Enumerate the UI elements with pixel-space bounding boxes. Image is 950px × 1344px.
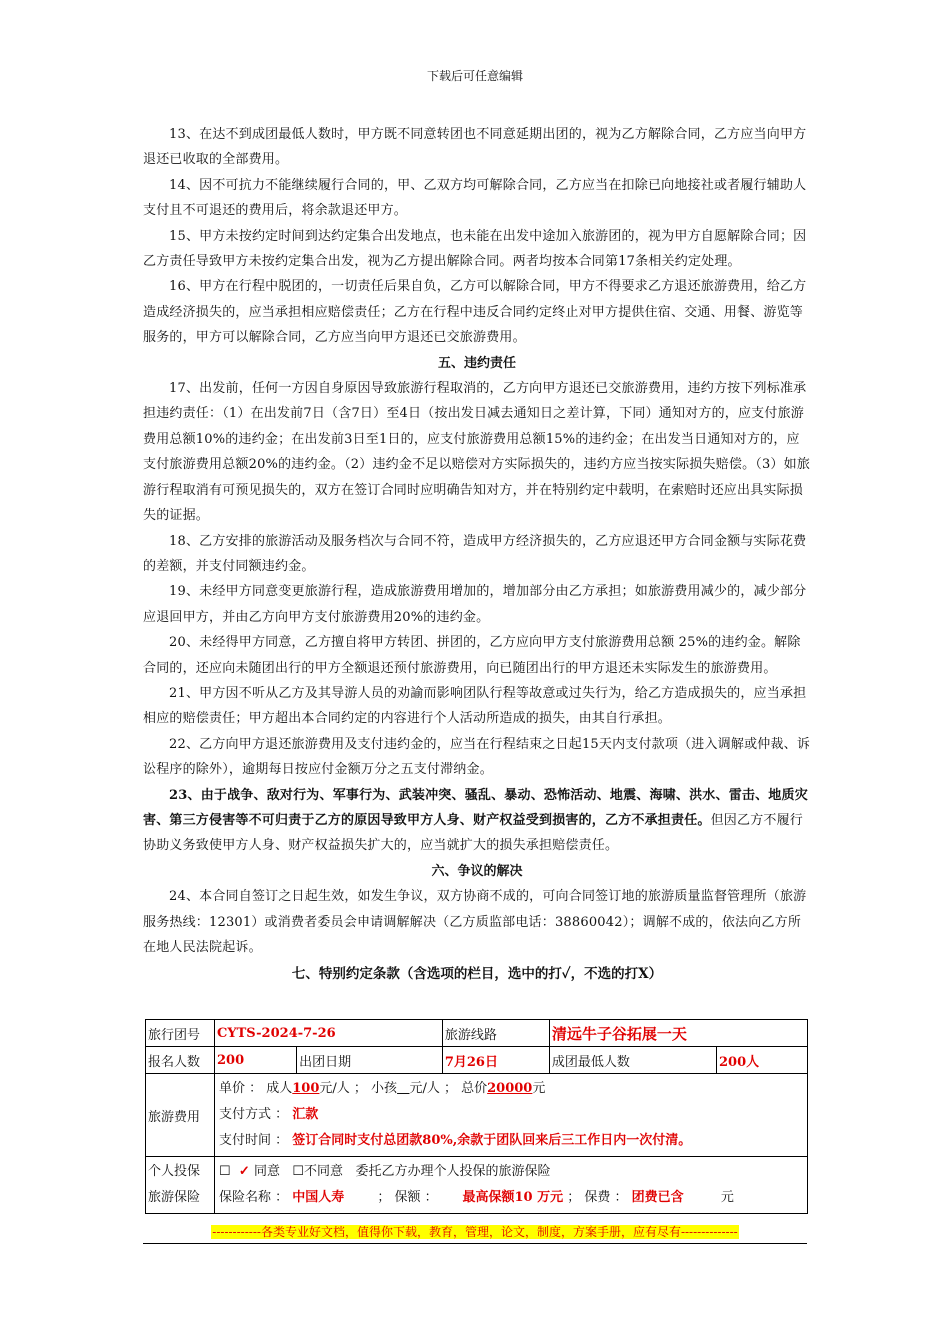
fee-details [215, 1074, 808, 1157]
clause-13: 13、在达不到成团最低人数时，甲方既不同意转团也不同意延期出团的，视为乙方解除合同，乙方应当向甲方退还已收取的全部费用。 [143, 127, 807, 168]
section-5-title: 五、违约责任 [437, 355, 516, 371]
total-price[interactable]: 20000 [487, 1081, 533, 1096]
clause-20: 20、未经得甲方同意，乙方擅自将甲方转团、拼团的，乙方应向甲方支付旅游费用总额 25%的违约金。解除合同的，还应向未随团出行的甲方全额退还预付旅游费用，向已随团出行的甲方退还未实际发生的旅游费用。 [143, 635, 801, 676]
table-row [146, 1020, 808, 1047]
special-terms-table [145, 1019, 808, 1214]
clause-23-rest: 但因乙方不履行协助义务致使甲方人身、财产权益损失扩大的，应当就扩大的损失承担赔偿责任。 [143, 812, 804, 854]
clause-23 [143, 783, 811, 859]
page-header: 下载后可任意编辑 [426, 69, 523, 83]
insurance-label: 个人投保 旅游保险 [146, 1157, 215, 1214]
tour-no-value[interactable]: CYTS-2024-7-26 [215, 1020, 443, 1047]
clause-24: 24、本合同自签订之日起生效，如发生争议，双方协商不成的，可向合同签订地的旅游质量监督管理所（旅游服务热线：12301）或消费者委员会申请调解解决（乙方质监部电话：38860042）；调解不成的，依法向乙方所在地人民法院起诉。 [143, 889, 807, 955]
clause-17: 17、出发前，任何一方因自身原因导致旅游行程取消的，乙方向甲方退还已交旅游费用，违约方按下列标准承担违约责任：（1）在出发前7日（含7日）至4日（按出发日减去通知日之差计算，下同）通知对方的，应支付旅游费用总额10%的违约金；在出发前3日至1日的，应支付旅游费用总额15%的违约金；在出发当日通知对方的，应支付旅游费用总额20%的违约金。（2）违约金不足以赔偿对方实际损失的，违约方应当按实际损失赔偿。（3）如旅游行程取消有可预见损失的，双方在签订合同时应明确告知对方，并在特别约定中载明，在索赔时还应出具实际损失的证据。 [143, 381, 811, 524]
date-value[interactable]: 7月26日 [442, 1047, 549, 1074]
footer-rule [143, 1243, 807, 1244]
adult-price[interactable]: 100 [292, 1081, 320, 1096]
tour-no-label: 旅行团号 [146, 1020, 215, 1047]
route-label: 旅游线路 [442, 1020, 549, 1047]
route-value[interactable]: 清远牛子谷拓展一天 [549, 1020, 807, 1047]
promo-footer: ------------各类专业好文档，值得你下载，教育，管理，论文，制度，方案手册，应有尽有-------------- [212, 1225, 738, 1239]
insurance-name[interactable]: 中国人寿 [292, 1190, 345, 1205]
disagree-checkbox[interactable]: ☐不同意 [292, 1164, 344, 1179]
section-7-title: 七、特别约定条款（含选项的栏目，选中的打✓，不选的打X） [291, 966, 663, 983]
min-people-label: 成团最低人数 [549, 1047, 716, 1074]
pay-time-value[interactable]: 签订合同时支付总团款80%,余款于团队回来后三工作日内一次付清。 [292, 1133, 692, 1148]
contract-body [143, 122, 811, 988]
child-price[interactable] [397, 1081, 409, 1096]
insurance-info-line: 保险名称 ： 中国人寿 ； 保额 ： 最高保额10 万元 ； 保费 ： 团费已含 元 [219, 1190, 734, 1205]
check-icon: ✓ [238, 1164, 250, 1179]
section-6-title: 六、争议的解决 [431, 863, 523, 879]
clause-14: 14、因不可抗力不能继续履行合同的，甲、乙双方均可解除合同，乙方应当在扣除已向地接社或者履行辅助人支付且不可退还的费用后，将余款退还甲方。 [143, 177, 807, 219]
table-row [146, 1157, 808, 1214]
pay-method-line: 支付方式 ： 汇款 [219, 1107, 319, 1122]
insurance-premium[interactable]: 团费已含 [631, 1190, 684, 1205]
clause-15: 15、甲方未按约定时间到达约定集合出发地点，也未能在出发中途加入旅游团的，视为甲方自愿解除合同；因乙方责任导致甲方未按约定集合出发，视为乙方提出解除合同。两者均按本合同第17条相关约定处理。 [143, 228, 807, 270]
insurance-details [215, 1157, 808, 1214]
insurance-consent-line: ☐ ✓ 同意 ☐不同意 委托乙方办理个人投保的旅游保险 [219, 1164, 551, 1179]
people-value[interactable]: 200 [215, 1047, 297, 1074]
clause-23-bold: 23、由于战争、敌对行为、军事行为、武装冲突、骚乱、暴动、恐怖活动、地震、海啸、洪水、雷击、地质灾害、第三方侵害等不可归责于乙方的原因导致甲方人身、财产权益受到损害的，乙方不承担责任。 [143, 787, 808, 828]
agree-checkbox[interactable]: ☐ [219, 1164, 231, 1179]
clause-16: 16、甲方在行程中脱团的，一切责任后果自负，乙方可以解除合同，甲方不得要求乙方退还旅游费用，给乙方造成经济损失的，应当承担相应赔偿责任；乙方在行程中违反合同约定终止对甲方提供住宿、交通、用餐、游览等服务的，甲方可以解除合同，乙方应当向甲方退还已交旅游费用。 [143, 279, 807, 346]
fee-label: 旅游费用 [146, 1074, 215, 1157]
table-row [146, 1074, 808, 1157]
date-label: 出团日期 [297, 1047, 443, 1074]
min-people-value[interactable]: 200人 [716, 1047, 807, 1074]
insurance-coverage[interactable]: 最高保额10 万元 [462, 1190, 564, 1205]
people-label: 报名人数 [146, 1047, 215, 1074]
price-line: 单价 ： 成人100元/人 ； 小孩 元/人 ； 总价20000元 [219, 1081, 546, 1096]
clause-18: 18、乙方安排的旅游活动及服务档次与合同不符，造成甲方经济损失的，乙方应退还甲方合同金额与实际花费的差额，并支付同额违约金。 [143, 533, 807, 574]
clause-19: 19、未经甲方同意变更旅游行程，造成旅游费用增加的，增加部分由乙方承担；如旅游费用减少的，减少部分应退回甲方，并由乙方向甲方支付旅游费用20%的违约金。 [143, 584, 807, 625]
table-row [146, 1047, 808, 1074]
clause-22: 22、乙方向甲方退还旅游费用及支付违约金的，应当在行程结束之日起15天内支付款项（进入调解或仲裁、诉讼程序的除外），逾期每日按应付金额万分之五支付滞纳金。 [143, 736, 811, 778]
pay-time-line: 支付时间 ： 签订合同时支付总团款80%,余款于团队回来后三工作日内一次付清。 [219, 1133, 692, 1148]
clause-21: 21、甲方因不听从乙方及其导游人员的劝諭而影响团队行程等故意或过失行为，给乙方造成损失的，应当承担相应的赔偿责任；甲方超出本合同约定的内容进行个人活动所造成的损失，由其自行承担。 [143, 685, 807, 727]
pay-method-value[interactable]: 汇款 [292, 1107, 319, 1122]
